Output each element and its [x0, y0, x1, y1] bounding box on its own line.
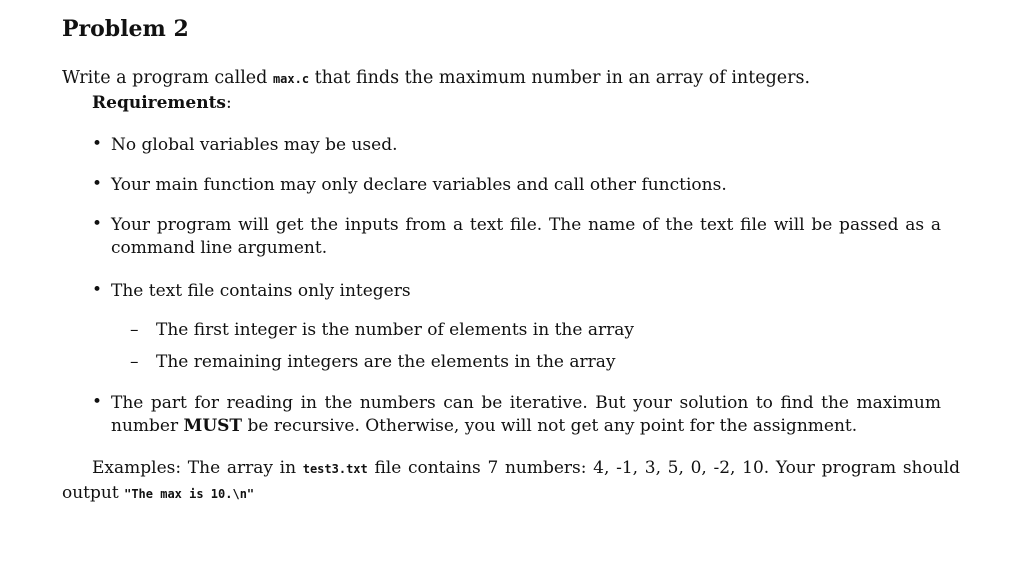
examples-line-2	[62, 483, 254, 503]
examples-paragraph	[62, 456, 960, 506]
intro-text-end: that finds the maximum number in an array of integers.	[309, 68, 811, 88]
requirements-colon: :	[226, 93, 232, 113]
sub-bullet-text: The first integer is the number of elements in the array	[156, 320, 634, 340]
requirements-heading	[92, 93, 232, 113]
examples-text-end: file contains 7 numbers: 4, -1, 3, 5, 0, -2, 10. Your program should	[367, 458, 960, 478]
examples-filename-code: test3.txt	[302, 462, 368, 476]
examples-text-start: Examples: The array in	[92, 458, 303, 478]
bullet-text: Your program will get the inputs from a text file. The name of the text file will be passed as a command line argument.	[111, 215, 941, 258]
sub-bullet-dash: –	[130, 352, 139, 372]
bullet-dot: •	[92, 280, 103, 300]
bullet-dot: •	[92, 134, 103, 154]
intro-filename-code: max.c	[272, 72, 310, 86]
problem-intro	[62, 68, 810, 88]
bullet-dot: •	[92, 392, 103, 412]
bullet-dot: •	[92, 174, 103, 194]
problem-title: Problem 2	[62, 16, 189, 42]
intro-text-start: Write a program called	[62, 68, 273, 88]
examples-output-code: "The max is 10.\n"	[124, 487, 255, 501]
bullet-text: Your main function may only declare variables and call other functions.	[111, 175, 727, 195]
bullet-dot: •	[92, 214, 103, 234]
examples-line-1	[62, 456, 960, 481]
bullet-text: The text file contains only integers	[111, 281, 411, 301]
examples-output-label: output	[62, 483, 125, 503]
recursion-text-start: The part for reading in the numbers can be iterative. But your solution to find the maximum number	[111, 393, 941, 436]
requirements-label: Requirements	[92, 93, 227, 113]
bullet-text	[111, 392, 941, 438]
must-emphasis: MUST	[183, 416, 243, 436]
sub-bullet-text: The remaining integers are the elements in the array	[156, 352, 616, 372]
bullet-text: No global variables may be used.	[111, 135, 398, 155]
recursion-text-end: be recursive. Otherwise, you will not get any point for the assignment.	[242, 416, 858, 436]
sub-bullet-dash: –	[130, 320, 139, 340]
